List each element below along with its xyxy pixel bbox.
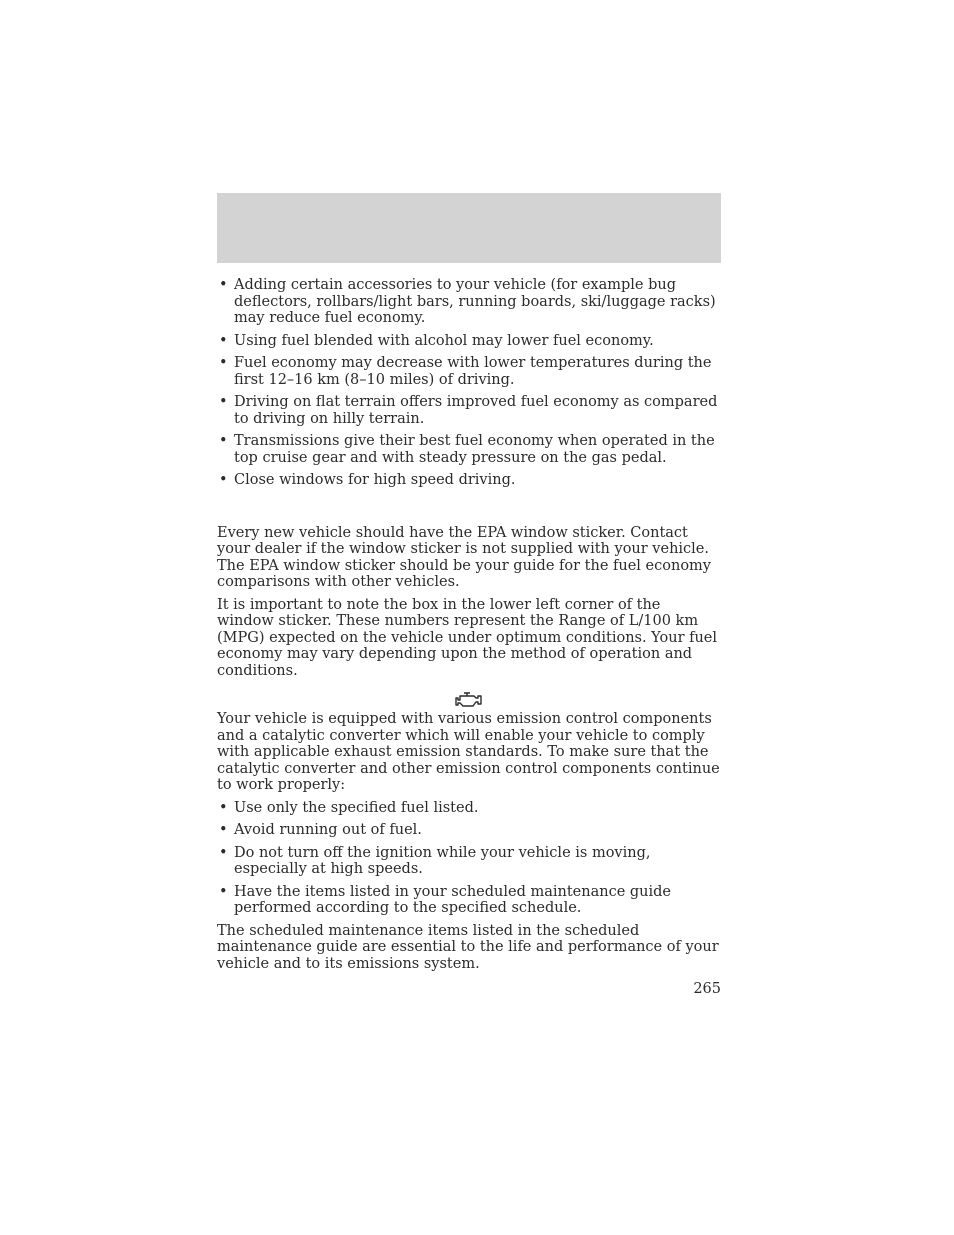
list-item: • Using fuel blended with alcohol may lower fuel economy. [219,332,654,349]
closing-paragraph: The scheduled maintenance items listed in the scheduled maintenance guide are essential to the life and performance of your vehicle and to its emissions system. [217,922,719,972]
emission-intro: Your vehicle is equipped with various emission control components and a catalytic converter which will enable your vehicle to comply with applicable exhaust emission standards. To make sure that the catalytic converter and other emission control components continue to work properly: [217,711,720,793]
bullet-icon: • [219,277,228,293]
emission-icon-row [217,687,721,711]
bullet-icon: • [219,355,228,371]
emission-tips-list [217,800,721,917]
bullet-icon: • [219,394,228,410]
bullet-icon: • [219,799,228,816]
bullet-icon: • [219,822,228,838]
bullet-icon: • [219,433,228,449]
bullet-icon: • [219,844,228,861]
section-header-band [217,193,721,263]
bullet-icon: • [219,472,228,488]
page-content [217,277,721,978]
fuel-economy-tips-list [217,277,721,489]
engine-icon [454,689,484,709]
bullet-icon: • [219,332,228,349]
list-item: • Adding certain accessories to your vehicle (for example bug deflectors, rollbars/light bars, running boards, ski/luggage racks) may reduce fuel economy. [219,277,716,326]
bullet-icon: • [219,883,228,900]
list-item: • Driving on flat terrain offers improved fuel economy as compared to driving on hilly terrain. [219,394,718,427]
list-item: • Close windows for high speed driving. [219,472,516,488]
list-item: • Fuel economy may decrease with lower temperatures during the first 12–16 km (8–10 miles) of driving. [219,355,712,388]
epa-paragraph: Every new vehicle should have the EPA window sticker. Contact your dealer if the window sticker is not supplied with your vehicle. The EPA window sticker should be your guide for the fuel economy comparisons with other vehicles. [217,524,711,590]
list-item: • Do not turn off the ignition while your vehicle is moving, especially at high speeds. [219,844,651,877]
list-item: • Use only the specified fuel listed. [219,799,479,816]
section-spacer [217,495,721,525]
list-item: • Have the items listed in your scheduled maintenance guide performed according to the specified schedule. [219,883,672,916]
list-item: • Transmissions give their best fuel economy when operated in the top cruise gear and with steady pressure on the gas pedal. [219,433,715,466]
epa-paragraph: It is important to note the box in the lower left corner of the window sticker. These numbers represent the Range of L/100 km (MPG) expected on the vehicle under optimum conditions. Your fuel economy may vary depending upon the method of operation and conditions. [217,596,718,679]
page-number: 265 [693,981,721,997]
list-item: • Avoid running out of fuel. [219,822,422,838]
